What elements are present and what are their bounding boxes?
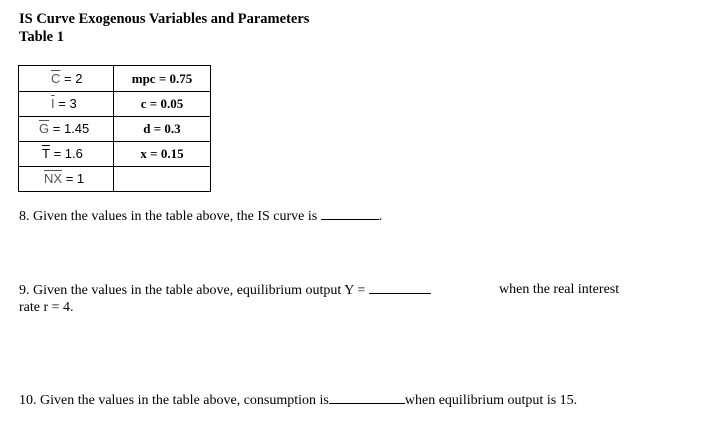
- variable-value: = 1.6: [53, 146, 83, 161]
- table-row: [19, 66, 211, 92]
- question-10-after: when equilibrium output is 15.: [404, 393, 578, 408]
- table-row: [19, 142, 211, 167]
- question-8-text: 8. Given the values in the table above, the IS curve is: [19, 209, 318, 224]
- variable-symbol: $\overline{G}$: [39, 121, 50, 136]
- question-9-line2: rate r = 4.: [19, 300, 74, 315]
- table-row: [19, 167, 211, 192]
- question-9-after: when the real interest: [499, 282, 620, 297]
- variable-value: = 1: [65, 171, 85, 186]
- page-title: IS Curve Exogenous Variables and Parameters: [19, 11, 310, 27]
- question-9: [19, 281, 431, 299]
- table-label: Table 1: [19, 29, 64, 45]
- question-10-text: 10. Given the values in the table above, consumption is: [19, 393, 329, 408]
- variable-value: = 1.45: [52, 121, 90, 136]
- variable-symbol: $\overline{T}$: [42, 146, 50, 161]
- question-8-end: .: [378, 209, 383, 224]
- variable-symbol: $\overline{I}$: [51, 96, 55, 111]
- parameter-cell: x = 0.15: [114, 142, 211, 167]
- parameter-cell: [114, 167, 211, 192]
- parameters-table: [18, 65, 211, 192]
- table-row: [19, 117, 211, 142]
- parameter-cell: d = 0.3: [114, 117, 211, 142]
- answer-blank: [321, 207, 379, 220]
- question-10: [19, 391, 577, 409]
- parameter-cell: c = 0.05: [114, 92, 211, 117]
- question-8: [19, 207, 382, 225]
- question-9-text: 9. Given the values in the table above, equilibrium output Y =: [19, 283, 366, 298]
- table-row: [19, 92, 211, 117]
- variable-symbol: $\overline{C}$: [51, 70, 61, 86]
- variable-value: = 2: [64, 70, 83, 86]
- parameter-cell: mpc = 0.75: [114, 66, 211, 92]
- answer-blank: [329, 391, 405, 404]
- variable-value: = 3: [58, 96, 77, 111]
- answer-blank: [369, 281, 431, 294]
- variable-symbol: $\overline{NX}$: [44, 171, 63, 186]
